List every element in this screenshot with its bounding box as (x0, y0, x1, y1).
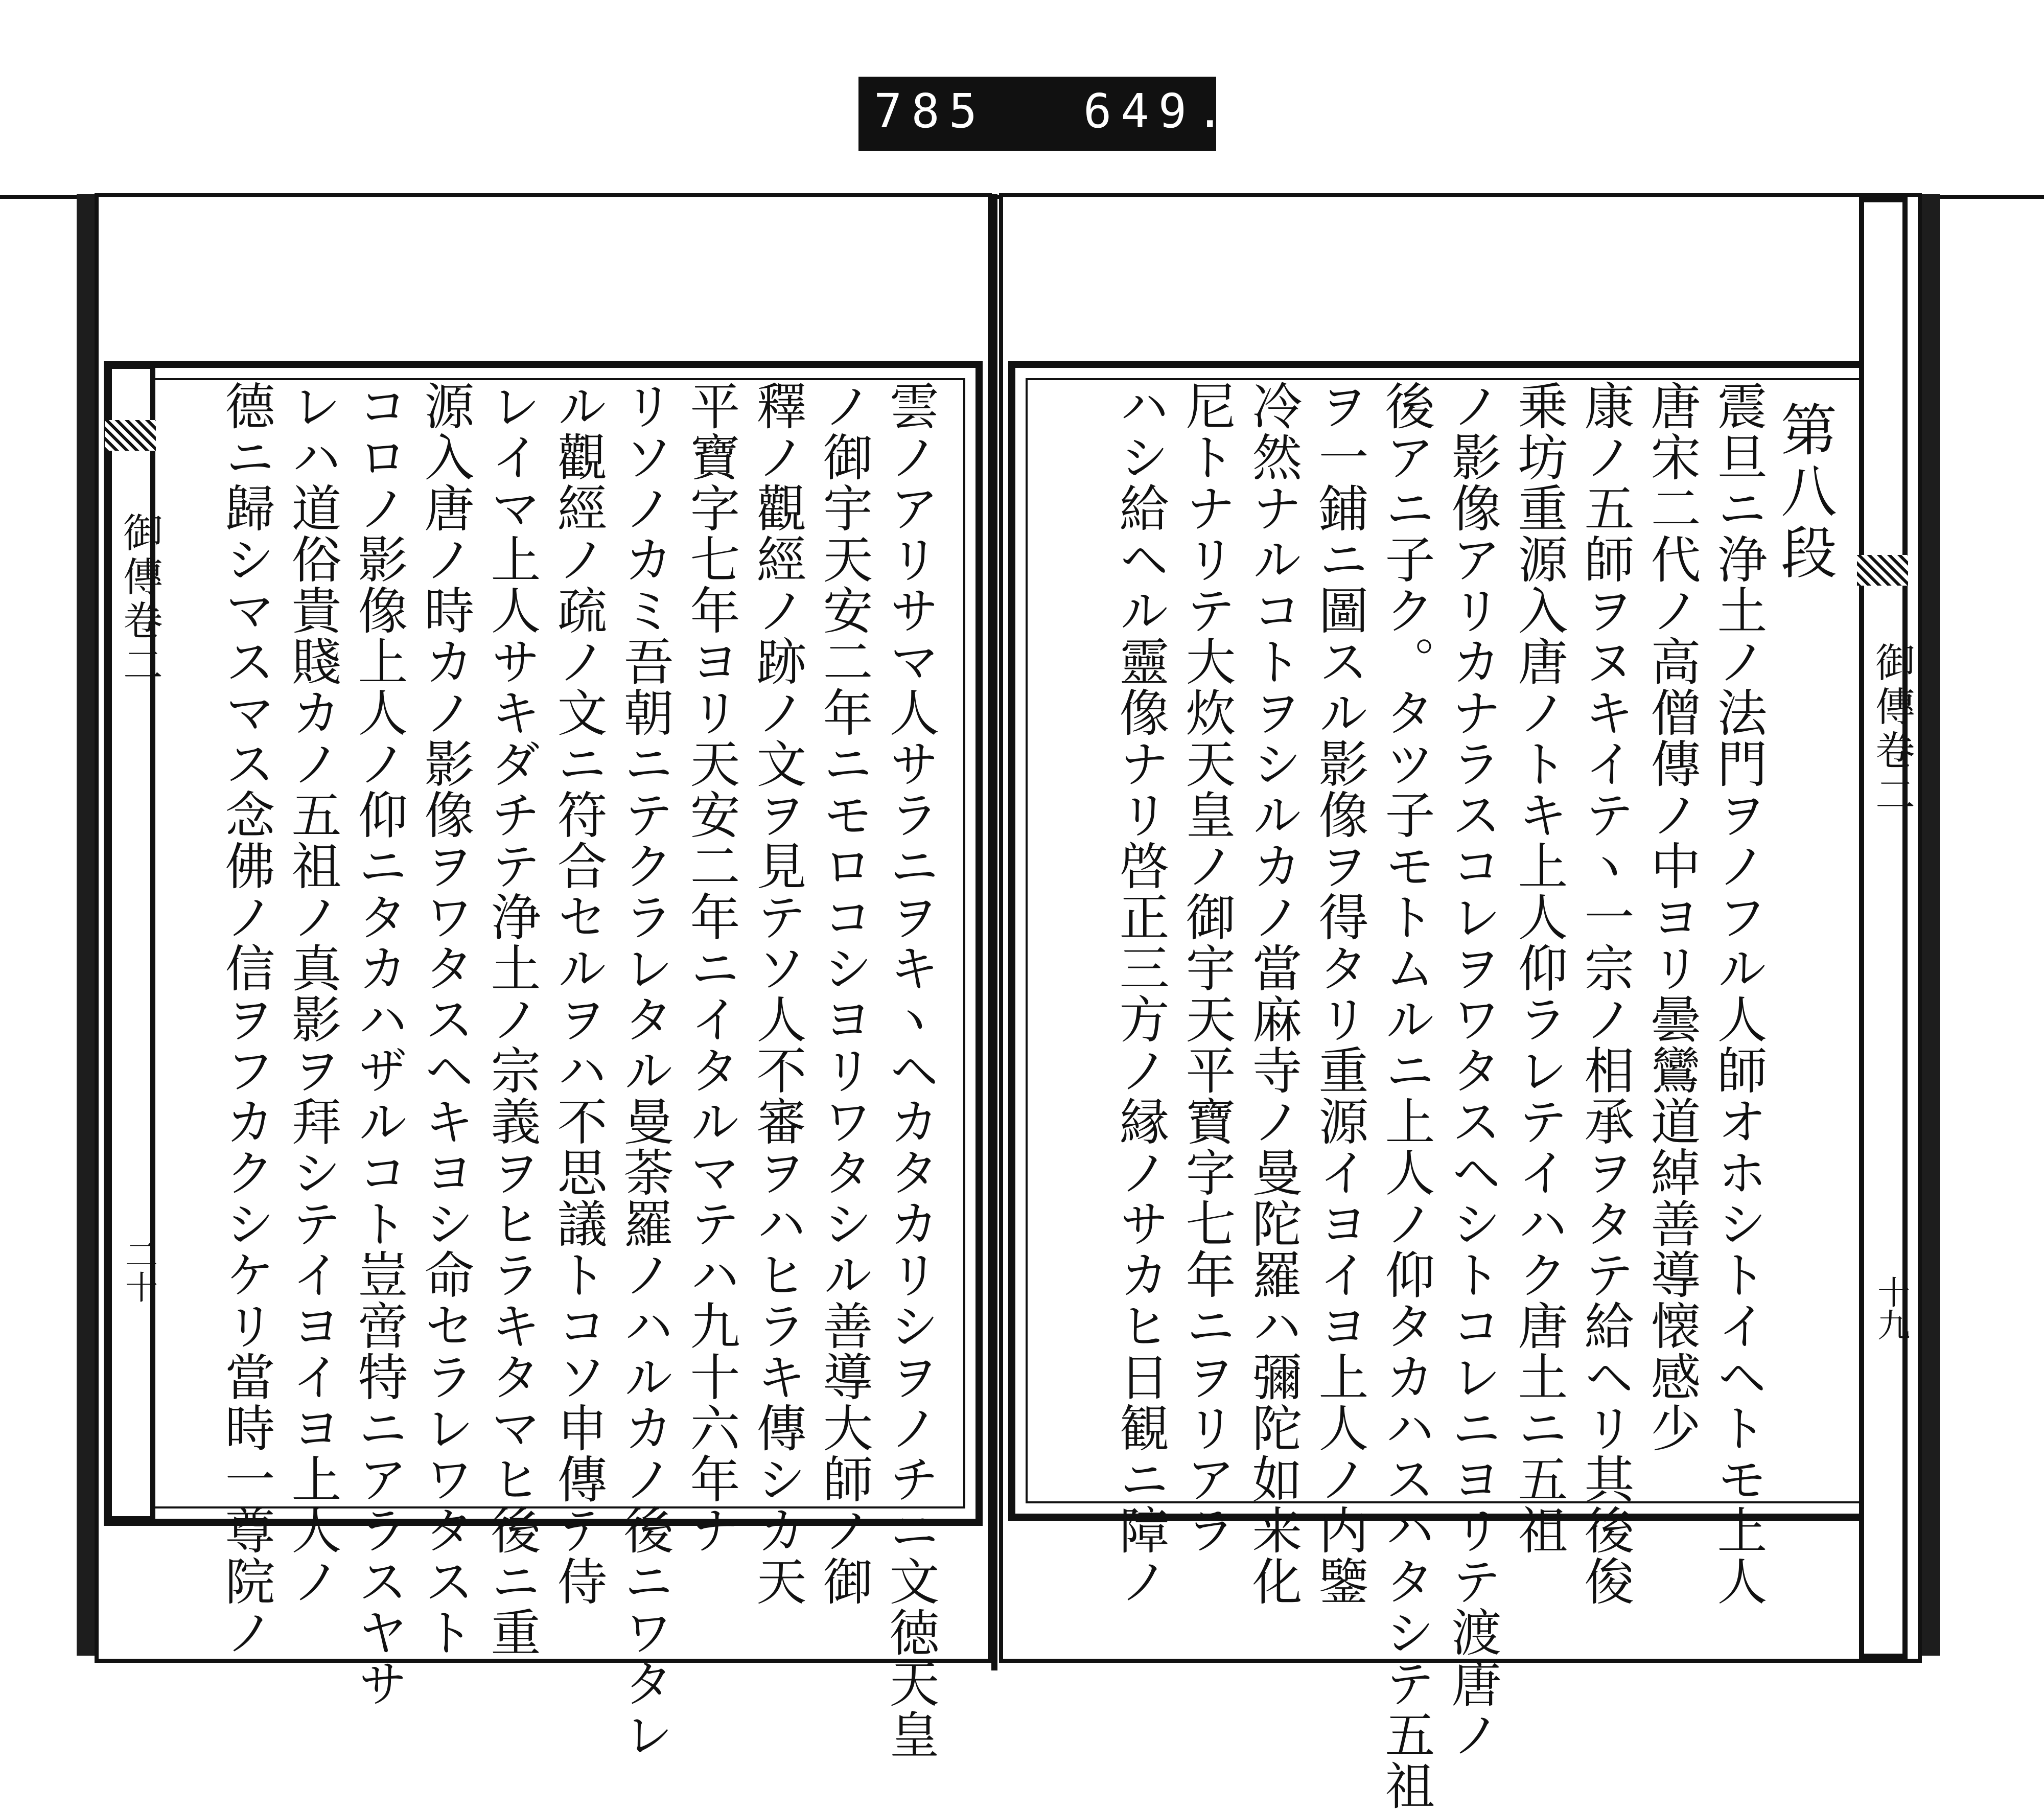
right-text-column: 康ノ五師ヲヌキイテヽ一宗ノ相承ヲタテ給ヘリ其後俊 (1576, 380, 1634, 1607)
margin-ornament (105, 420, 156, 451)
left-text-column: 源入唐ノ時カノ影像ヲワタスヘキヨシ命セラレワタスト (416, 380, 474, 1658)
right-page-text-box (1026, 378, 1880, 1811)
stamp-right-number: 649. (1083, 84, 1234, 138)
left-text-column: ル觀經ノ疏ノ文ニ符合セルヲハ不思議トコソ申傳テ侍 (549, 380, 607, 1607)
left-text-column: 雲ノアリサマ人サラニヲキヽヘカタカリシヲノチニ文徳天皇 (881, 380, 939, 1760)
left-text-column: 平寶字七年ヨリ天安二年ニイタルマテハ九十六年ナ (682, 380, 740, 1555)
left-text-column: コロノ影像上人ノ仰ニタカハザルコト豈啻特ニアラスヤサ (350, 380, 408, 1709)
right-text-column: 唐宋二代ノ高僧傳ノ中ヨリ曇鸞道綽善導懐感少 (1642, 380, 1701, 1453)
left-margin-folio: 二十 (120, 1238, 157, 1303)
left-margin-title: 御傳卷二 (117, 512, 162, 688)
left-book-edge (77, 194, 95, 1656)
left-text-column: 德ニ歸シマスマス念佛ノ信ヲフカクシケリ當時一尊院ノ (217, 380, 275, 1658)
right-margin-folio: 十九 (1872, 1275, 1910, 1341)
stamp-left-number: 785 (874, 84, 987, 138)
right-text-column: 震旦ニ浄土ノ法門ヲノフル人師オホシトイヘトモ上人 (1709, 380, 1767, 1607)
left-text-column: 釋ノ觀經ノ跡ノ文ヲ見テソ人不審ヲハヒラキ傳シカ天 (748, 380, 806, 1607)
left-text-column: レイマ上人サキダチテ浄土ノ宗義ヲヒラキタマヒ後ニ重 (482, 380, 541, 1658)
right-text-column: 乗坊重源入唐ノトキ上人仰ラレテイハク唐土ニ五祖 (1509, 380, 1568, 1555)
right-page-margin-strip (1859, 197, 1915, 1659)
right-margin-title: 御傳卷二 (1869, 642, 1915, 818)
right-text-column: ノ影像アリカナラスコレヲワタスヘシトコレニヨリテ渡唐ノ (1443, 380, 1501, 1760)
right-page (999, 193, 1922, 1811)
right-text-column: 尼トナリテ大炊天皇ノ御宇天平寶字七年ニヲリアラ (1177, 380, 1236, 1555)
margin-ornament (1857, 555, 1908, 586)
archive-number-stamp (858, 77, 1234, 151)
left-text-column: リソノカミ吾朝ニテクラレタル曼荼羅ノハルカノ後ニワタレ (615, 380, 673, 1760)
left-page (95, 193, 992, 1760)
right-book-edge (1921, 194, 1940, 1656)
book-spine (991, 194, 997, 1670)
left-text-column: ノ御宇天安二年ニモロコシヨリワタシル善導大師ノ御 (815, 380, 873, 1607)
section-heading: 第八段 (1772, 401, 1837, 585)
left-text-column: レハ道俗貴賤カノ五祖ノ真影ヲ拜シテイヨイヨ上人ノ (283, 380, 341, 1607)
left-page-text-box (142, 378, 965, 1760)
left-page-margin-strip (107, 364, 162, 1521)
right-text-column: 冷然ナルコトヲシルカノ當麻寺ノ曼陀羅ハ彌陀如来化 (1244, 380, 1302, 1607)
right-text-column: 後アニ子ク。タツ子モトムルニ上人ノ仰タカハスハタシテ五祖 (1377, 380, 1435, 1811)
right-text-column: ヲ一鋪ニ圖スル影像ヲ得タリ重源イヨイヨ上人ノ内鑒 (1310, 380, 1368, 1607)
right-text-column: ハシ給ヘル靈像ナリ啓正三方ノ縁ノサカヒ日観ニ障ノ (1111, 380, 1169, 1607)
left-page-outer-frame (104, 361, 983, 1760)
right-page-outer-frame (1008, 361, 1897, 1811)
